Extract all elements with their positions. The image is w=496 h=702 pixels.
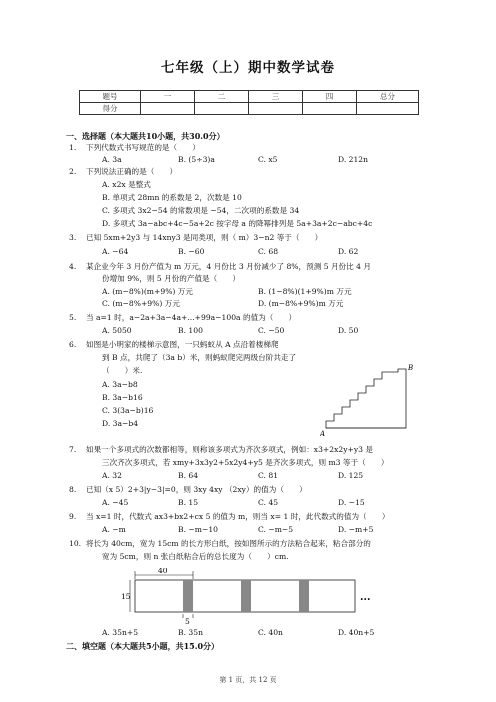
- option-d: D. 62: [338, 247, 359, 256]
- question-number: 5.: [69, 313, 77, 322]
- point-a-label: A: [320, 430, 326, 438]
- question-number: 7.: [69, 445, 77, 454]
- option-b: B. −m−10: [178, 525, 218, 534]
- question-text: 下列代数式书写规范的是（ ）: [86, 143, 200, 152]
- staircase-figure: [320, 360, 428, 440]
- option-c: C. 40n: [258, 628, 283, 637]
- glue-area: [183, 580, 193, 612]
- score-cell: 得分: [80, 103, 141, 115]
- question-text: 将长为 40cm，宽为 15cm 的长方形白纸，按如图所示的方法粘合起来，粘合部分的: [86, 539, 371, 548]
- score-input-cell: [249, 103, 303, 115]
- question-text: 当 x=1 时，代数式 ax3+bx2+cx 5 的值为 m，则当 x= 1 时，此代数式的值为（ ）: [86, 512, 390, 521]
- paper-strip-figure: [120, 568, 380, 626]
- score-table: [79, 90, 419, 115]
- option-a: A. 3a−b8: [102, 380, 138, 389]
- option-b: B. −60: [178, 247, 205, 256]
- glue-area: [241, 580, 251, 612]
- option-c: C. 多项式 3x2−54 的常数项是 −54，二次项的系数是 34: [102, 206, 300, 215]
- question-number: 2.: [69, 167, 77, 176]
- question-2: [69, 167, 177, 177]
- score-input-cell: [141, 103, 195, 115]
- option-c: C. 68: [258, 247, 279, 256]
- option-b: B. 15: [178, 498, 199, 507]
- option-a: A. (m−8%)(m+9%) 万元: [102, 287, 193, 296]
- question-8: [69, 485, 307, 495]
- option-d: D. −15: [338, 498, 365, 507]
- option-a: A. −m: [102, 525, 126, 534]
- question-text: 某企业今年 3 月份产值为 m 万元，4 月份比 3 月份减少了 8%，预测 5 月份比 4 月: [86, 262, 371, 271]
- question-text-line: 份增加 9%，则 5 月份的产值是（ ）: [102, 274, 241, 283]
- question-text-line: 宽为 5cm，则 n 张白纸粘合后的总长度为（ ）cm.: [102, 552, 289, 561]
- option-c: C. 81: [258, 471, 279, 480]
- point-b-label: B: [408, 364, 414, 372]
- option-a: A. 32: [102, 471, 122, 480]
- option-a: A. −64: [102, 247, 129, 256]
- question-text-line: （ ）米.: [102, 366, 143, 375]
- question-1: [69, 143, 200, 153]
- question-9: [69, 512, 389, 522]
- question-text: 如图是小明家的楼梯示意图，一只蚂蚁从 A 点沿着楼梯爬: [86, 340, 279, 349]
- glue-width-label: 5: [185, 617, 190, 626]
- question-6: [69, 340, 279, 350]
- question-10: [69, 539, 371, 549]
- page-footer: 第 1 页，共 12 页: [219, 676, 277, 684]
- option-c: C. x5: [258, 155, 278, 164]
- question-number: 6.: [69, 340, 77, 349]
- option-a: A. 5050: [102, 326, 132, 335]
- question-number: 3.: [69, 233, 77, 242]
- question-3: [69, 233, 322, 243]
- score-cell: 题号: [80, 91, 141, 103]
- option-c: C. 45: [258, 498, 279, 507]
- option-d: D. (m−8%+9%)m 万元: [258, 299, 344, 308]
- option-d: D. 多项式 3a−abc+4c−5a+2c 按字母 a 的降幂排列是 5a+3a+2c−abc+4c: [102, 219, 373, 228]
- question-text: 已知 5xm+2y3 与 14xny3 是同类项，则（ m）3−n2 等于（ ）: [86, 233, 323, 242]
- question-text: 已知（x 5）2+3|y−3|=0，则 3xy 4xy （2xy）的值为（ ）: [86, 485, 307, 494]
- option-a: A. 35n+5: [102, 628, 139, 637]
- section-heading: 二、填空题（本大题共5小题，共15.0分）: [66, 641, 220, 651]
- question-text: 当 a=1 时，a−2a+3a−4a+...+99a−100a 的值为（ ）: [86, 313, 297, 322]
- option-a: A. x2x 是整式: [102, 180, 151, 189]
- question-number: 4.: [69, 262, 77, 271]
- length-label: 40: [158, 568, 168, 575]
- question-text-line: 三次齐次多项式，若 xmy+3x3y2+5x2y4+y5 是齐次多项式，则 m3 等于（ ）: [102, 458, 389, 467]
- question-5: [69, 313, 296, 323]
- option-b: B. 35n: [178, 628, 203, 637]
- question-number: 10.: [69, 539, 82, 548]
- score-cell: 四: [303, 91, 357, 103]
- question-number: 9.: [69, 512, 77, 521]
- question-text: 下列说法正确的是（ ）: [86, 167, 178, 176]
- score-table-score-row: [80, 103, 419, 115]
- option-b: B. 3a−b16: [102, 393, 143, 402]
- score-cell: 三: [249, 91, 303, 103]
- score-input-cell: [195, 103, 249, 115]
- option-b: B. 单项式 28mn 的系数是 2，次数是 10: [102, 193, 242, 202]
- staircase-outline: [326, 369, 406, 428]
- width-label: 15: [121, 592, 131, 601]
- question-number: 8.: [69, 485, 77, 494]
- option-c: C. −m−5: [258, 525, 294, 534]
- option-c: C. −50: [258, 326, 285, 335]
- score-input-cell: [357, 103, 419, 115]
- option-a: A. −45: [102, 498, 129, 507]
- score-input-cell: [303, 103, 357, 115]
- question-7: [69, 445, 373, 455]
- option-a: A. 3a: [102, 155, 122, 164]
- continuation-dots: ...: [360, 592, 371, 603]
- option-d: D. 50: [338, 326, 359, 335]
- option-b: B. 100: [178, 326, 203, 335]
- question-text-line: 到 B 点，共爬了（3a b）米，则蚂蚁爬完两级台阶共走了: [102, 353, 297, 362]
- question-4: [69, 262, 371, 272]
- score-table-header-row: [80, 91, 419, 103]
- score-cell: 二: [195, 91, 249, 103]
- option-d: D. 212n: [338, 155, 369, 164]
- page-title: 七年级（上）期中数学试卷: [161, 60, 335, 76]
- option-b: B. (5÷3)a: [178, 155, 215, 164]
- glue-area: [299, 580, 309, 612]
- option-c: C. 3(3a−b)16: [102, 406, 154, 415]
- option-b: B. (1−8%)(1+9%)m 万元: [258, 287, 352, 296]
- option-d: D. 40n+5: [338, 628, 375, 637]
- score-cell: 总分: [357, 91, 419, 103]
- option-b: B. 64: [178, 471, 199, 480]
- section-heading: 一、选择题（本大题共10小题，共30.0分）: [66, 131, 225, 141]
- question-text: 如果一个多项式的次数都相等，则称该多项式为齐次多项式，例如：x3+2x2y+y3 是: [86, 445, 374, 454]
- score-cell: 一: [141, 91, 195, 103]
- question-number: 1.: [69, 143, 77, 152]
- option-d: D. 3a−b4: [102, 419, 139, 428]
- option-d: D. 125: [338, 471, 364, 480]
- option-c: C. (m−8%+9%) 万元: [102, 299, 180, 308]
- option-d: D. −m+5: [338, 525, 374, 534]
